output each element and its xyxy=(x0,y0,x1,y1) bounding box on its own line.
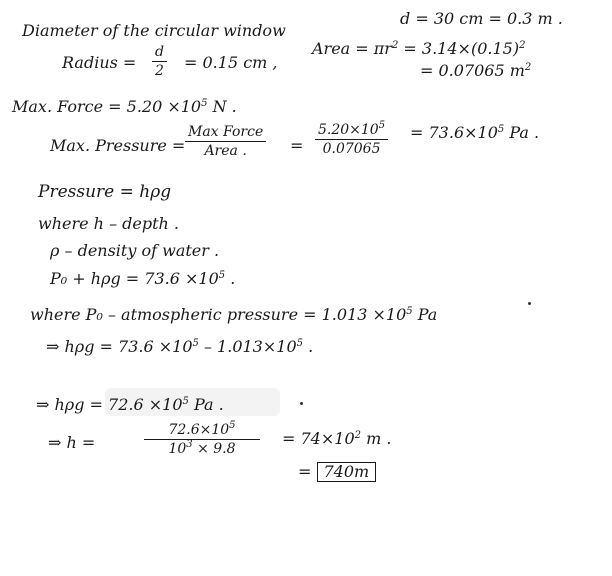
mp-result-exp: 5 xyxy=(497,124,505,135)
radius-label: Radius = xyxy=(62,53,137,72)
hpg-result-exp: 5 xyxy=(182,396,189,407)
hpg-diff-exp: 5 xyxy=(192,338,199,349)
max-pressure-result xyxy=(410,124,539,142)
max-force-exp: 5 xyxy=(201,98,208,109)
radius-numerator: d xyxy=(152,44,167,62)
area-exp: 2 xyxy=(391,40,399,51)
depth-fraction-num xyxy=(144,422,260,440)
depth-fraction-den xyxy=(165,440,238,457)
df-den-exp: 3 xyxy=(186,439,193,450)
depth-label: ⇒ h = xyxy=(48,433,96,452)
mp-result-unit: Pa . xyxy=(509,123,540,142)
pe-exp: 5 xyxy=(218,270,226,281)
radius-denominator: 2 xyxy=(155,63,164,79)
pf2-num-text: 5.20×10 xyxy=(318,122,379,138)
radius-fraction xyxy=(152,44,167,79)
mp-result-text: = 73.6×10 xyxy=(410,123,498,142)
hpg-diff-mid: – 1.013×10 xyxy=(203,337,297,356)
df-num-text: 72.6×10 xyxy=(168,422,230,438)
depth-fraction xyxy=(142,422,262,457)
max-force-line xyxy=(12,98,237,116)
area-unit-exp: 2 xyxy=(524,62,532,73)
depth-int-unit: m . xyxy=(366,429,392,448)
atmospheric-pressure-line xyxy=(30,306,437,324)
area-formula xyxy=(312,40,525,58)
hpg-difference-line xyxy=(46,338,313,356)
stray-dot xyxy=(300,402,303,405)
hpg-result-text: ⇒ hρg = 72.6 ×10 xyxy=(36,395,183,414)
atm-unit: Pa xyxy=(417,305,438,324)
equals-sign: = xyxy=(290,136,304,155)
pe-end: . xyxy=(230,269,236,288)
final-eq: = xyxy=(298,462,312,481)
hpg-diff-text: ⇒ hρg = 73.6 ×10 xyxy=(46,337,193,356)
df-den-b: × 9.8 xyxy=(197,441,236,457)
max-pressure-label: Max. Pressure = xyxy=(50,136,186,155)
df-den-a: 10 xyxy=(168,441,187,457)
pressure-fraction-1 xyxy=(185,124,266,159)
area-result: = 0.07065 m xyxy=(420,61,525,80)
area-value xyxy=(420,62,531,80)
diameter-label: Diameter of the circular window xyxy=(22,21,286,40)
depth-int-text: = 74×10 xyxy=(282,429,355,448)
max-force-unit: N . xyxy=(212,97,237,116)
pf2-num-exp: 5 xyxy=(378,120,386,131)
atm-text: where P₀ – atmospheric pressure = 1.013 ×10 xyxy=(30,305,407,324)
final-answer-line xyxy=(298,462,376,482)
pressure-fraction-1-den: Area . xyxy=(204,143,247,159)
df-num-exp: 5 xyxy=(229,420,236,431)
final-answer-box: 740m xyxy=(317,462,377,482)
area-exp2: 2 xyxy=(519,40,526,51)
stray-dot xyxy=(528,302,531,305)
hpg-result-unit: Pa . xyxy=(193,395,224,414)
depth-int-exp: 2 xyxy=(354,430,361,441)
hpg-result-line xyxy=(36,396,224,414)
diameter-value: d = 30 cm = 0.3 m . xyxy=(400,9,563,28)
pressure-fraction-2 xyxy=(315,122,388,157)
pressure-fraction-2-den: 0.07065 xyxy=(322,141,381,157)
hpg-diff-end: . xyxy=(308,337,314,356)
area-lhs: Area = πr xyxy=(312,39,392,58)
radius-value: = 0.15 cm , xyxy=(184,53,278,72)
atm-exp: 5 xyxy=(406,306,413,317)
pressure-equation xyxy=(50,270,235,288)
hpg-diff-exp2: 5 xyxy=(296,338,303,349)
pressure-fraction-1-num: Max Force xyxy=(185,124,266,142)
density-definition: ρ – density of water . xyxy=(50,241,220,260)
max-force-text: Max. Force = 5.20 ×10 xyxy=(12,97,202,116)
area-substitution: = 3.14×(0.15) xyxy=(403,39,520,58)
pe-text: P₀ + hρg = 73.6 ×10 xyxy=(50,269,219,288)
depth-definition: where h – depth . xyxy=(38,214,180,233)
depth-intermediate xyxy=(282,430,391,448)
pressure-formula: Pressure = hρg xyxy=(38,182,172,202)
pressure-fraction-2-num xyxy=(315,122,388,140)
